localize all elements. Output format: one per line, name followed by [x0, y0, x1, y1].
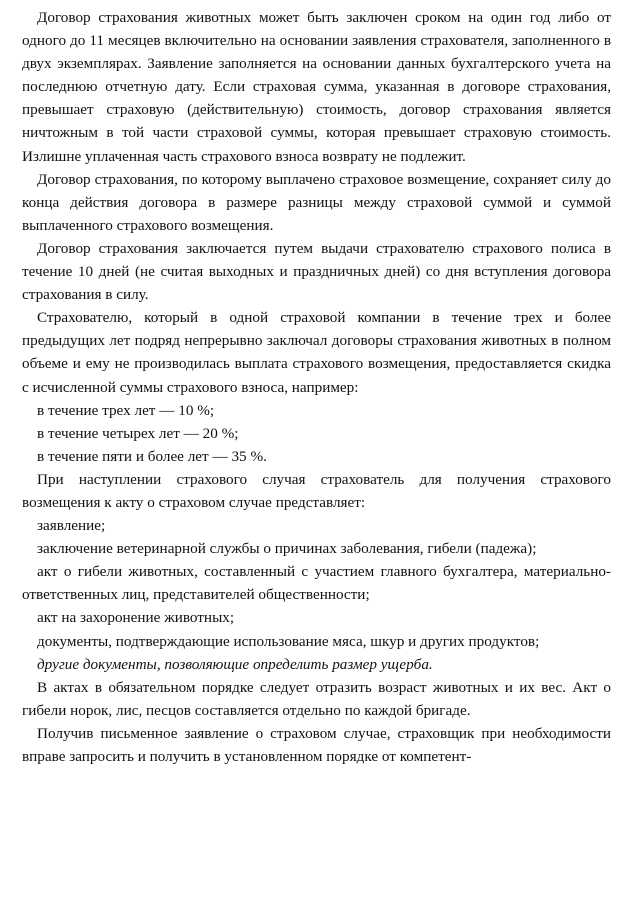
document-item-application: заявление; — [37, 517, 106, 535]
discount-item-three-years: в течение трех лет — 10 %; — [37, 401, 215, 419]
document-item-death-act: акт о гибели животных, составленный с участием главного бухгалтера, материально-ответственных лиц, представителей общественности; — [22, 563, 611, 604]
paragraph-insurer-request: Получив письменное заявление о страховом случае, страховщик при необходимости вправе запросить и получить в установленном порядке от компетент- — [22, 724, 611, 765]
documents-list — [22, 514, 611, 676]
document-item-burial-act: акт на захоронение животных; — [37, 609, 235, 627]
paragraph-contract-validity: Договор страхования, по которому выплачено страховое возмещение, сохраняет силу до конца действия договора в размере разницы между страховой суммой и суммой выплаченного страхового возмещения. — [22, 170, 611, 234]
paragraph-contract-term: Договор страхования животных может быть заключен сроком на один год либо от одного до 11 месяцев включительно на основании заявления страхователя, заполненного в двух экземплярах. Заявление заполняется на основании данных бухгалтерского учета на последнюю отчетную дату. Если страховая сумма, указанная в договоре страхования, превышает страховую (действительную) стоимость, договор страхования является ничтожным в той части страховой суммы, которая превышает страховую стоимость. Излишне уплаченная часть страхового взноса возврату не подлежит. — [22, 9, 611, 165]
paragraph-discount: Страхователю, который в одной страховой компании в течение трех и более предыдущих лет подряд непрерывно заключал договоры страхования животных в полном объеме и ему не производилась выплата страхового возмещения, предоставляется скидка с исчисленной суммы страхового взноса, например: — [22, 309, 611, 396]
paragraph-acts: В актах в обязательном порядке следует отразить возраст животных и их вес. Акт о гибели норок, лис, песцов составляется отдельно по каждой бригаде. — [22, 678, 611, 719]
discount-item-five-years: в течение пяти и более лет — 35 %. — [37, 447, 267, 465]
document-item-vet-conclusion: заключение ветеринарной службы о причинах заболевания, гибели (падежа); — [37, 540, 537, 558]
discount-item-four-years: в течение четырех лет — 20 %; — [37, 424, 239, 442]
paragraph-documents-intro: При наступлении страхового случая страхователь для получения страхового возмещения к акту о страховом случае представляет: — [22, 470, 611, 511]
document-item-other-docs: другие документы, позволяющие определить размер ущерба. — [37, 655, 433, 673]
paragraph-policy-issue: Договор страхования заключается путем выдачи страхователю страхового полиса в течение 10 дней (не считая выходных и праздничных дней) со дня вступления договора страхования в силу. — [22, 239, 611, 304]
document-item-usage-docs: документы, подтверждающие использование мяса, шкур и других продуктов; — [37, 632, 540, 650]
discount-list — [22, 399, 611, 468]
